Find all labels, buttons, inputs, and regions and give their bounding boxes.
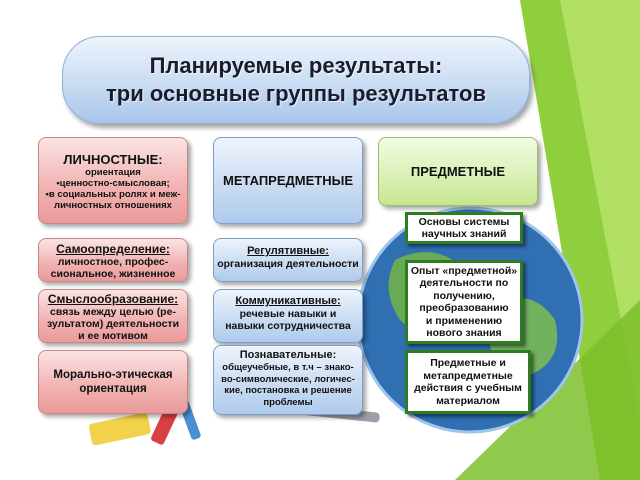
foundations-line-1: Основы системы <box>418 215 510 228</box>
title-banner <box>62 36 530 124</box>
moral-orientation-line-1: Морально-этическая <box>53 369 173 381</box>
meta-header-box <box>213 137 363 224</box>
experience-line-4: преобразованию <box>419 302 509 314</box>
regulatory-title: Регулятивные: <box>247 245 329 257</box>
actions-box <box>405 350 531 414</box>
communicative-line-1: речевые навыки и <box>239 308 337 320</box>
title-line-2: три основные группы результатов <box>106 81 486 106</box>
personal-header-line-1: ориентация <box>85 167 141 178</box>
foundations-line-2: научных знаний <box>421 228 507 240</box>
cognitive-box <box>213 345 363 415</box>
actions-line-1: Предметные и <box>430 357 506 369</box>
subject-header-title: ПРЕДМЕТНЫЕ <box>410 164 506 179</box>
regulatory-box <box>213 238 363 282</box>
cognitive-line-4: проблемы <box>263 396 313 408</box>
personal-header-line-3: •в социальных ролях и меж- <box>45 189 181 200</box>
self-determination-box <box>38 238 188 282</box>
experience-line-2: деятельности по <box>419 277 509 289</box>
meaning-formation-line-3: и ее мотивом <box>78 330 148 342</box>
cognitive-title: Познавательные: <box>239 349 337 361</box>
actions-line-3: действия с учебным <box>414 382 522 394</box>
self-determination-line-1: личностное, профес- <box>57 256 169 268</box>
communicative-line-2: навыки сотрудничества <box>225 320 351 332</box>
foundations-box <box>405 212 523 244</box>
subject-header-box <box>378 137 538 206</box>
experience-line-3: получению, <box>433 289 495 302</box>
meaning-formation-box <box>38 289 188 343</box>
title-line-1: Планируемые результаты: <box>149 53 443 78</box>
cognitive-line-1: общеучебные, в т.ч – знако- <box>222 362 354 373</box>
personal-header-box <box>38 137 188 224</box>
personal-header-line-2: •ценностно-смысловая; <box>56 178 170 189</box>
experience-line-6: нового знания <box>426 327 502 339</box>
cognitive-line-2: во-символические, логичес- <box>221 373 355 385</box>
meaning-formation-line-1: связь между целью (ре- <box>50 306 176 318</box>
meaning-formation-line-2: зультатом) деятельности <box>46 318 180 330</box>
personal-header-line-4: личностных отношениях <box>54 200 172 211</box>
regulatory-line-1: организация деятельности <box>217 258 359 270</box>
moral-orientation-box <box>38 350 188 414</box>
meta-header-title: МЕТАПРЕДМЕТНЫЕ <box>222 173 353 188</box>
communicative-box <box>213 289 363 343</box>
self-determination-line-2: сиональное, жизненное <box>50 268 176 280</box>
actions-line-2: метапредметные <box>423 369 513 382</box>
cognitive-line-3: кие, постановка и решение <box>224 385 352 396</box>
communicative-title: Коммуникативные: <box>235 295 341 307</box>
self-determination-title: Самоопределение: <box>56 242 170 256</box>
experience-box <box>405 260 523 344</box>
meaning-formation-title: Смыслообразование: <box>47 292 179 306</box>
experience-line-1: Опыт «предметной» <box>410 264 518 277</box>
experience-line-5: и применению <box>425 314 503 327</box>
personal-header-title: ЛИЧНОСТНЫЕ: <box>63 152 163 167</box>
pencil-image <box>88 412 151 446</box>
actions-line-4: материалом <box>436 394 500 407</box>
moral-orientation-line-2: ориентация <box>79 383 147 395</box>
